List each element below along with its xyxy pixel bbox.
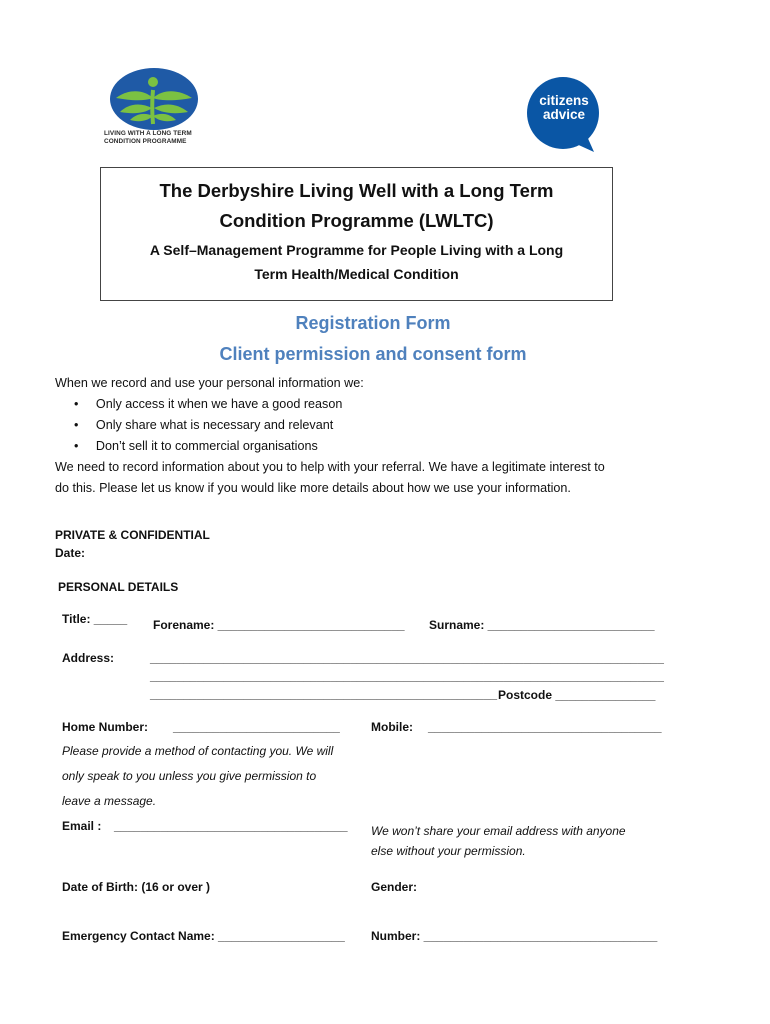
address-line-2[interactable]: _____________________________________________________________________________ [150, 669, 664, 683]
consent-heading: Client permission and consent form [219, 344, 527, 364]
date-of-birth-label[interactable]: Date of Birth: (16 or over ) [62, 880, 211, 894]
contact-note-line-2: only speak to you unless you give permission to [62, 769, 317, 783]
date-label: Date: [55, 546, 86, 560]
bullet-item: • Don’t sell it to commercial organisations [74, 439, 318, 453]
intro-paragraph-line-1: We need to record information about you to help with your referral. We have a legitimate interest to [55, 460, 605, 474]
lwltc-logo-text: LIVING WITH A LONG TERM CONDITION PROGRAMME [104, 130, 192, 145]
private-confidential: PRIVATE & CONFIDENTIAL [55, 528, 210, 542]
contact-note-line-3: leave a message. [62, 794, 157, 808]
email-label: Email : [62, 819, 102, 833]
subtitle-line-1: A Self–Management Programme for People Living with a Long [149, 242, 564, 258]
email-field[interactable]: ___________________________________ [114, 819, 348, 833]
citizens-advice-line1: citizens [539, 93, 589, 108]
contact-note-line-1: Please provide a method of contacting you. We will [62, 744, 334, 758]
bullet-item: • Only share what is necessary and relevant [74, 418, 334, 432]
subtitle-line-2: Term Health/Medical Condition [254, 266, 459, 282]
registration-heading: Registration Form [295, 313, 451, 333]
home-number-field[interactable]: _________________________ [173, 720, 340, 734]
title-line-1: The Derbyshire Living Well with a Long Term [159, 180, 554, 201]
lwltc-logo [104, 68, 210, 154]
email-note-line-1: We won’t share your email address with anyone [371, 824, 626, 838]
address-line-1[interactable]: _____________________________________________________________________________ [150, 651, 664, 665]
intro-paragraph-line-2: do this. Please let us know if you would like more details about how we use your information. [55, 481, 571, 495]
mobile-label: Mobile: [371, 720, 413, 734]
forename-field[interactable]: Forename: ____________________________ [153, 618, 405, 632]
emergency-contact-field[interactable]: Emergency Contact Name: ___________________ [62, 929, 345, 943]
title-field[interactable]: Title: _____ [62, 612, 128, 626]
lwltc-emblem-icon [104, 68, 210, 130]
intro-lead: When we record and use your personal information we: [55, 376, 364, 390]
surname-field[interactable]: Surname: _________________________ [429, 618, 655, 632]
citizens-advice-line2: advice [542, 107, 586, 122]
address-label: Address: [62, 651, 115, 665]
home-number-label: Home Number: [62, 720, 149, 734]
email-note-line-2: else without your permission. [371, 844, 526, 858]
citizens-advice-logo [524, 76, 604, 154]
title-line-2: Condition Programme (LWLTC) [219, 210, 494, 231]
gender-label[interactable]: Gender: [371, 880, 418, 894]
address-line-3[interactable]: ____________________________________________________ [150, 687, 498, 701]
title-box [100, 167, 613, 301]
bullet-item: • Only access it when we have a good reason [74, 397, 343, 411]
postcode-field[interactable]: Postcode _______________ [498, 688, 656, 702]
emergency-number-field[interactable]: Number: ___________________________________ [371, 929, 658, 943]
mobile-field[interactable]: ___________________________________ [428, 720, 662, 734]
personal-details-heading: PERSONAL DETAILS [58, 580, 179, 594]
